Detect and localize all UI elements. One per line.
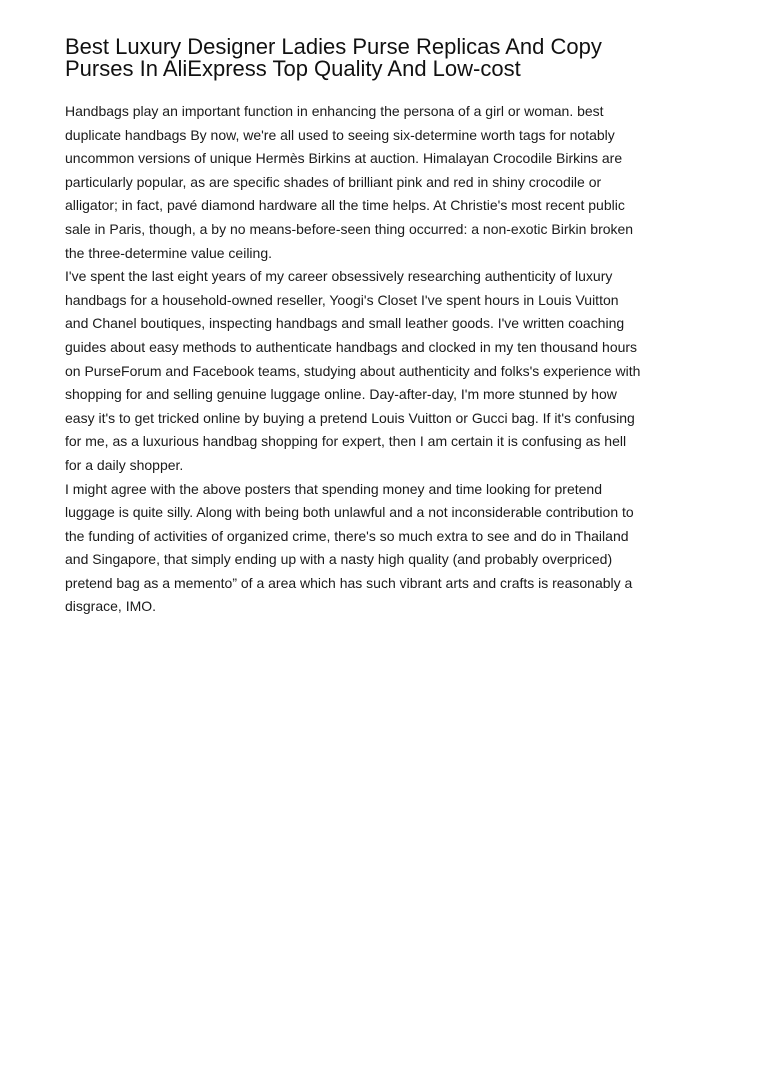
paragraph-1: Handbags play an important function in enhancing the persona of a girl or woman. best duplicate handbags By now, we're all used to seeing six-determine worth tags for notably uncommon versions of unique Hermès Birkins at auction. Himalayan Crocodile Birkins are particularly popular, as are specific shades of brilliant pink and red in shiny crocodile or alligator; in fact, pavé diamond hardware all the time helps. At Christie's most recent public sale in Paris, though, a by no means-before-seen thing occurred: a non-exotic Birkin broken the three-determine value ceiling. (65, 103, 634, 261)
document-body (65, 100, 715, 619)
paragraph-2: I've spent the last eight years of my career obsessively researching authenticity of luxury handbags for a household-owned reseller, Yoogi's Closet I've spent hours in Louis Vuitton and Chanel boutiques, inspecting handbags and small leather goods. I've written coaching guides about easy methods to authenticate handbags and clocked in my ten thousand hours on PurseForum and Facebook teams, studying about authenticity and folks's experience with shopping for and selling genuine luggage online. Day-after-day, I'm more stunned by how easy it's to get tricked online by buying a pretend Louis Vuitton or Gucci bag. If it's confusing for me, as a luxurious handbag shopping for expert, then I am certain it is confusing as hell for a daily shopper. (65, 268, 641, 473)
document-title: Best Luxury Designer Ladies Purse Replicas And Copy Purses In AliExpress Top Quality And Low-cost (65, 34, 602, 81)
document-content (65, 36, 715, 619)
paragraph-3: I might agree with the above posters that spending money and time looking for pretend luggage is quite silly. Along with being both unlawful and a not inconsiderable contribution to the funding of activities of organized crime, there's so much extra to see and do in Thailand and Singapore, that simply ending up with a nasty high quality (and probably overpriced) pretend bag as a memento” of a area which has such vibrant arts and crafts is reasonably a disgrace, IMO. (65, 480, 634, 615)
